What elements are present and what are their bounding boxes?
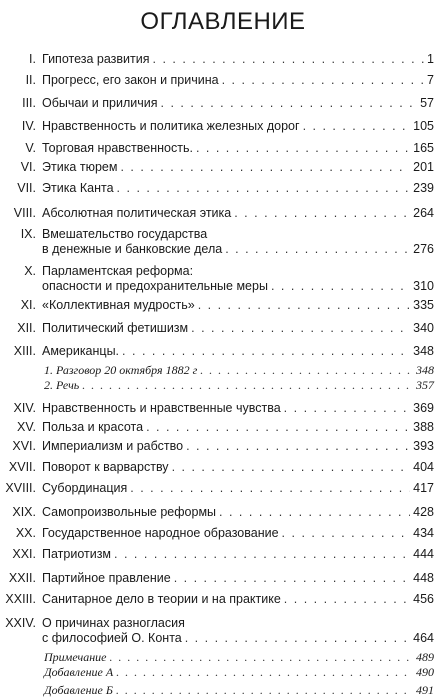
entry-number: II. <box>25 73 36 87</box>
page-number: 276 <box>413 242 434 256</box>
dot-leader <box>219 505 410 520</box>
entry-title: Нравственность и политика железных дорог <box>42 119 300 133</box>
entry-title: Этика Канта <box>42 181 114 195</box>
page-number: 310 <box>413 279 434 293</box>
entry-text <box>42 616 434 646</box>
entry-text <box>42 420 434 435</box>
entry-number: XVII. <box>8 460 36 474</box>
dot-leader <box>185 631 410 646</box>
entry-number: VIII. <box>13 206 36 220</box>
entry-number: IX. <box>20 227 36 241</box>
entry-title: Партийное правление <box>42 571 171 585</box>
dot-leader <box>200 363 413 378</box>
entry-number: XXIII. <box>5 592 36 606</box>
page-number: 369 <box>413 401 434 415</box>
page-number: 444 <box>413 547 434 561</box>
entry-title: Субординация <box>42 481 128 495</box>
entry-title: Торговая нравственность. <box>42 141 193 155</box>
entry-number: XII. <box>17 321 36 335</box>
dot-leader <box>116 683 413 698</box>
entry-title: в денежные и банковские дела <box>42 242 223 256</box>
entry-text <box>44 650 434 665</box>
entry-text <box>42 298 434 313</box>
entry-title: Поворот к варварству <box>42 460 169 474</box>
entry-title: Добавление А <box>44 665 114 679</box>
page-number: 491 <box>416 683 434 697</box>
page-number: 417 <box>413 481 434 495</box>
entry-text <box>42 344 434 359</box>
page-number: 335 <box>413 298 434 312</box>
entry-text <box>42 592 434 607</box>
page-number: 348 <box>416 363 434 377</box>
dot-leader <box>172 460 411 475</box>
page-number: 434 <box>413 526 434 540</box>
entry-title: Абсолютная политическая этика <box>42 206 232 220</box>
entry-number: I. <box>29 52 36 66</box>
page-number: 264 <box>413 206 434 220</box>
dot-leader <box>174 571 410 586</box>
entry-text <box>44 363 434 378</box>
entry-text <box>44 683 434 698</box>
dot-leader <box>153 52 425 67</box>
entry-text <box>42 439 434 454</box>
dot-leader <box>130 481 410 496</box>
dot-leader <box>284 401 410 416</box>
page-title: ОГЛАВЛЕНИЕ <box>140 8 306 35</box>
entry-number: XV. <box>16 420 36 434</box>
dot-leader <box>82 378 413 393</box>
page-number: 428 <box>413 505 434 519</box>
page-number: 464 <box>413 631 434 645</box>
dot-leader <box>117 181 411 196</box>
dot-leader <box>284 592 410 607</box>
dot-leader <box>120 160 410 175</box>
page-number: 357 <box>416 378 434 392</box>
entry-title: Патриотизм <box>42 547 112 561</box>
page-number: 201 <box>413 160 434 174</box>
entry-text <box>42 227 434 257</box>
page-number: 388 <box>413 420 434 434</box>
entry-number: XX. <box>15 526 36 540</box>
entry-title: Гипотеза развития <box>42 52 150 66</box>
page-number: 340 <box>413 321 434 335</box>
page-number: 348 <box>413 344 434 358</box>
entry-title: Американцы. <box>42 344 120 358</box>
dot-leader <box>146 420 410 435</box>
dot-leader <box>271 279 410 294</box>
entry-title: О причинах разногласия <box>42 616 185 630</box>
entry-text <box>42 141 434 156</box>
entry-title: 1. Разговор 20 октября 1882 г <box>44 363 198 377</box>
entry-text <box>42 181 434 196</box>
entry-text <box>44 378 434 393</box>
page-number: 105 <box>413 119 434 133</box>
dot-leader <box>161 96 418 111</box>
entry-number: VII. <box>17 181 36 195</box>
entry-text <box>44 665 434 680</box>
page-number: 456 <box>413 592 434 606</box>
entry-number: XVI. <box>12 439 36 453</box>
entry-title: Парламентская реформа: <box>42 264 194 278</box>
entry-title: Примечание <box>44 650 107 664</box>
dot-leader <box>186 439 410 454</box>
dot-leader <box>196 141 410 156</box>
entry-text <box>42 571 434 586</box>
entry-number: XIII. <box>13 344 36 358</box>
dot-leader <box>198 298 410 313</box>
entry-title: Прогресс, его закон и причина <box>42 73 219 87</box>
entry-title: с философией О. Конта <box>42 631 182 645</box>
entry-number: XIX. <box>12 505 36 519</box>
dot-leader <box>116 665 413 680</box>
entry-number: IV. <box>21 119 36 133</box>
entry-text <box>42 160 434 175</box>
dot-leader <box>225 242 410 257</box>
entry-number: V. <box>25 141 36 155</box>
entry-text <box>42 401 434 416</box>
dot-leader <box>222 73 424 88</box>
entry-text <box>42 52 434 67</box>
entry-title: опасности и предохранительные меры <box>42 279 268 293</box>
dot-leader <box>191 321 410 336</box>
entry-text <box>42 460 434 475</box>
dot-leader <box>282 526 411 541</box>
entry-text <box>42 206 434 221</box>
entry-title: Нравственность и нравственные чувства <box>42 401 281 415</box>
entry-title: Государственное народное образование <box>42 526 279 540</box>
entry-title: Политический фетишизм <box>42 321 189 335</box>
entry-title: Добавление Б <box>44 683 113 697</box>
entry-text <box>42 73 434 88</box>
entry-title: Польза и красота <box>42 420 144 434</box>
dot-leader <box>303 119 411 134</box>
entry-title: Этика тюрем <box>42 160 118 174</box>
entry-title: Самопроизвольные реформы <box>42 505 217 519</box>
page-number: 404 <box>413 460 434 474</box>
entry-title: Обычаи и приличия <box>42 96 158 110</box>
entry-text <box>42 505 434 520</box>
page-number: 165 <box>413 141 434 155</box>
entry-title: Империализм и рабство <box>42 439 184 453</box>
entry-text <box>42 481 434 496</box>
entry-number: XI. <box>20 298 36 312</box>
entry-number: XXI. <box>12 547 36 561</box>
entry-text <box>42 96 434 111</box>
entry-number: XIV. <box>13 401 36 415</box>
entry-text <box>42 321 434 336</box>
page-number: 490 <box>416 665 434 679</box>
entry-title: «Коллективная мудрость» <box>42 298 195 312</box>
entry-number: III. <box>22 96 36 110</box>
page-number: 239 <box>413 181 434 195</box>
entry-title: Вмешательство государства <box>42 227 208 241</box>
entry-number: VI. <box>20 160 36 174</box>
page-number: 7 <box>427 73 434 87</box>
entry-text <box>42 264 434 294</box>
page-number: 489 <box>416 650 434 664</box>
dot-leader <box>234 206 410 221</box>
entry-number: XXIV. <box>5 616 36 630</box>
entry-number: X. <box>24 264 36 278</box>
entry-text <box>42 547 434 562</box>
entry-text <box>42 526 434 541</box>
entry-text <box>42 119 434 134</box>
page-number: 57 <box>420 96 434 110</box>
page-number: 448 <box>413 571 434 585</box>
dot-leader <box>122 344 410 359</box>
page-number: 393 <box>413 439 434 453</box>
entry-title: Санитарное дело в теории и на практике <box>42 592 281 606</box>
dot-leader <box>110 650 414 665</box>
page-number: 1 <box>427 52 434 66</box>
dot-leader <box>114 547 410 562</box>
entry-number: XVIII. <box>5 481 36 495</box>
entry-title: 2. Речь <box>44 378 80 392</box>
entry-number: XXII. <box>8 571 36 585</box>
